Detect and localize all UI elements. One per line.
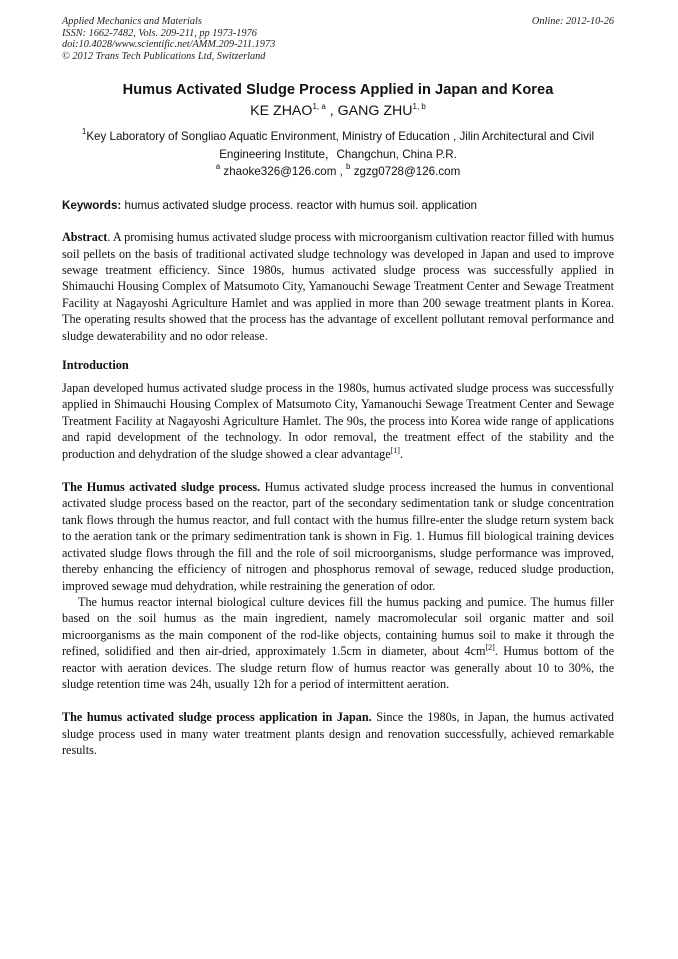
abstract [62, 229, 614, 344]
process-text-2b: . Humus bottom of the reactor with aeration devices. The sludge return flow of humus reactor was generally about 10 to 30%, the sludge retention time was 24h, usually 12h for a period of intermittent aeration. [62, 644, 614, 691]
paper-title: Humus Activated Sludge Process Applied in Japan and Korea [122, 82, 554, 99]
affiliation-text: Key Laboratory of Songliao Aquatic Environment, Ministry of Education , Jilin Architectural and Civil Engineering Institute，Changchun, China P.R. [86, 130, 595, 161]
keywords-text: humus activated sludge process. reactor with humus soil. application [121, 199, 478, 213]
keywords-label: Keywords: [62, 199, 122, 213]
copyright-line: © 2012 Trans Tech Publications Ltd, Switzerland [62, 50, 266, 62]
online-date: Online: 2012-10-26 [531, 16, 614, 27]
citation-1: [1] [390, 445, 400, 455]
japan-heading: The humus activated sludge process application in Japan. [62, 710, 372, 725]
abstract-text: . A promising humus activated sludge process with microorganism cultivation reactor filled with humus soil pellets on the basis of traditional activated sludge technology was developed in Japan and used to improve sewage treatment efficiency. Since 1980s, humus activated sludge process was successfully applied in Shimauchi Housing Complex of Matsumoto City, Yamanouchi Sewage Treatment Center and Sewage Treatment Facility at Nagayoshi Agriculture Hamlet and was applied in more than 200 sewage treatment plants in Korea. The operating results showed that the process has the advantage of excellent pollutant removal performance and sludge dewaterability and no odor release. [62, 230, 614, 343]
paper-page [62, 16, 614, 759]
introduction-text: Japan developed humus activated sludge process in the 1980s, humus activated sludge process was successfully applied in Shimauchi Housing Complex of Matsumoto City, Yamanouchi Sewage Treatment Center and Sewage Treatment Facility at Nagayoshi Agriculture Hamlet. The 90s, the process into Korea wide range of applications and rapid development of the technology. In odor removal, the treatment effect of the stability and the production and dehydration of the sludge showed a clear advantage [62, 381, 614, 461]
email-b-mark: b [346, 162, 351, 172]
email-a-mark: a [215, 162, 221, 172]
author-line [62, 103, 614, 119]
affiliation [62, 128, 614, 163]
introduction-heading: Introduction [62, 358, 129, 373]
author-1-name: KE ZHAO [250, 103, 313, 120]
abstract-label: Abstract [62, 230, 108, 245]
author-separator: , [325, 103, 338, 120]
email-b: zgzg0728@126.com [350, 165, 461, 179]
introduction-end: . [399, 446, 403, 461]
introduction-paragraph [62, 380, 614, 462]
process-paragraph-2 [62, 594, 614, 692]
author-1-affil-mark: 1, a [312, 102, 326, 112]
japan-paragraph [62, 709, 614, 758]
process-text-1: Humus activated sludge process increased the humus in conventional activated sludge process based on the reactor, part of the secondary sedimentation tank or sludge concentration tank flows through the humus reactor, and full contact with the humus fillre-enter the sludge return system back to the aeration tank or the primary sedimentration tank is shown in Fig. 1. Humus fill biological training devices activated sludge flows through the fill and the role of soil microorganisms, sludge performance was improved, thereby enhancing the efficiency of nitrogen and phosphorus removal of sewage, reduced sludge production, improved sewage mud dehydration, while restraining the generation of odor. [62, 480, 614, 593]
author-emails [62, 164, 614, 180]
process-heading: The Humus activated sludge process. [62, 480, 261, 495]
author-2-name: GANG ZHU [337, 103, 413, 120]
journal-header [62, 16, 614, 62]
process-paragraph-1 [62, 479, 614, 594]
japan-text: Since the 1980s, in Japan, the humus activated sludge process used in many water treatment plants design and renovation successfully, achieved remarkable results. [62, 710, 614, 758]
author-2-affil-mark: 1, b [412, 102, 426, 112]
process-text-2a: The humus reactor internal biological culture devices fill the humus packing and pumice. The humus filler based on the soil humus as the main ingredient, namely macromolecular soil organic matter and soil microorganisms as the main component of the rod-like objects, containing humus soil to make it through the refined, solidified and then air-dried, approximately 1.5cm in diameter, about 4cm [62, 594, 614, 659]
doi-line: doi:10.4028/www.scientific.net/AMM.209-211.1973 [62, 39, 276, 51]
affiliation-mark: 1 [81, 127, 87, 137]
journal-name: Applied Mechanics and Materials [62, 16, 202, 27]
citation-2: [2] [485, 643, 495, 653]
issn-line: ISSN: 1662-7482, Vols. 209-211, pp 1973-1976 [62, 27, 257, 39]
email-a: zhaoke326@126.com , [220, 165, 347, 179]
keywords [62, 199, 614, 212]
